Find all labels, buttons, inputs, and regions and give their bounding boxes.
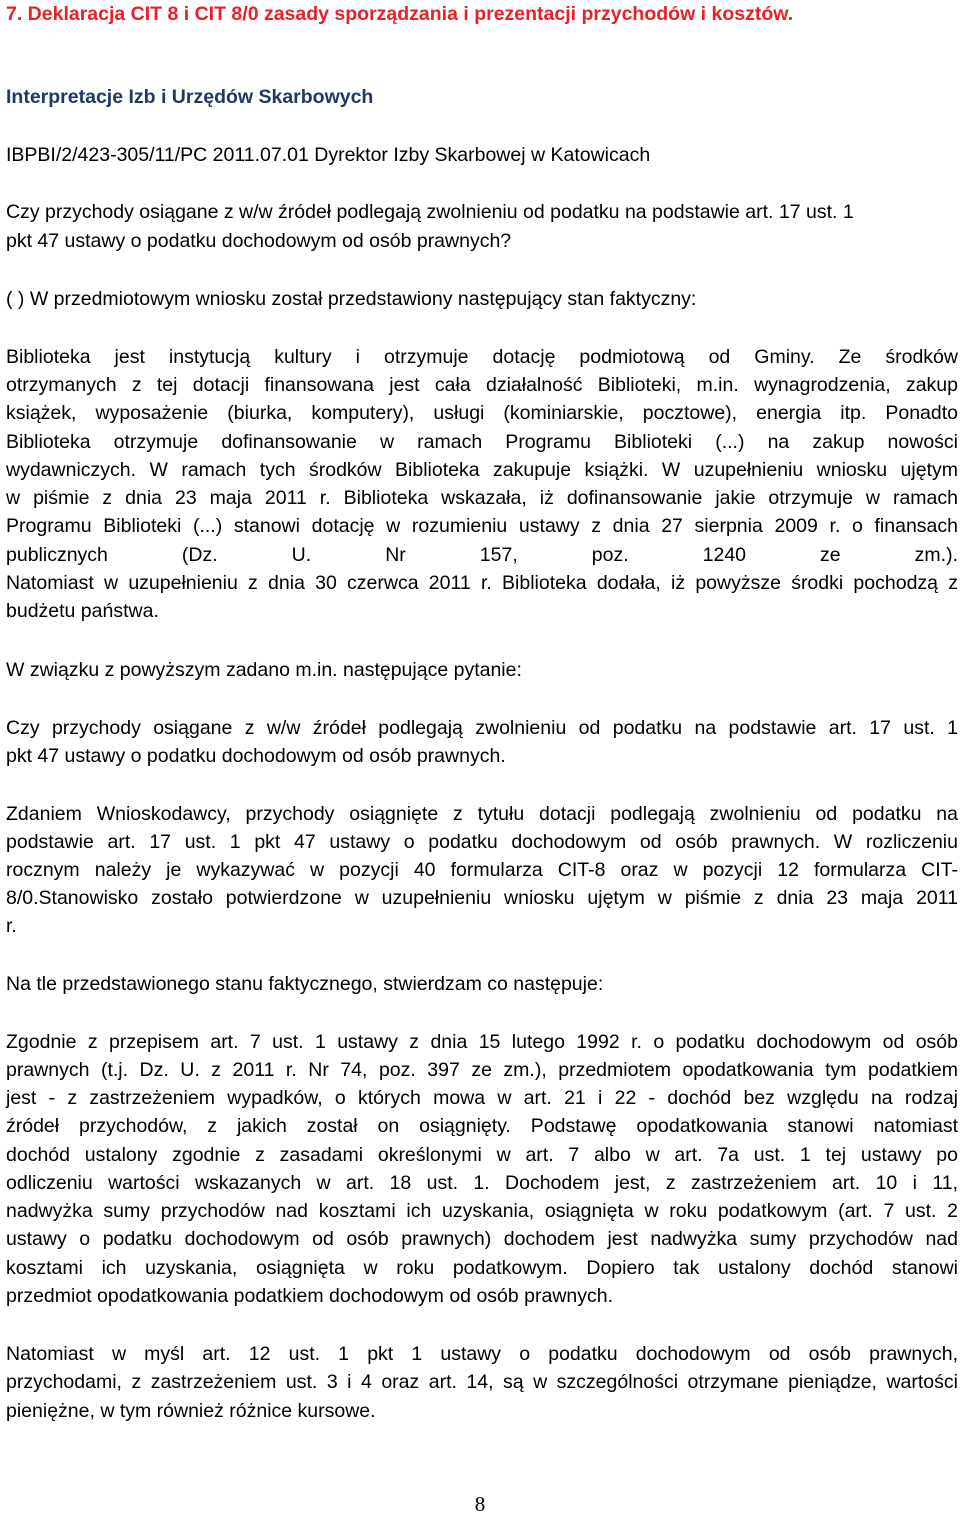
analysis-line: ustawy o podatku dochodowym od osób prawnych) dochodem jest nadwyżka sumy przychodów nad: [6, 1228, 958, 1250]
facts-line: w piśmie z dnia 23 maja 2011 r. Biblioteka wskazała, iż dofinansowanie jakie otrzymuje w ramach: [6, 487, 958, 509]
position-line: r.: [6, 915, 17, 937]
facts-line: Programu Biblioteki (...) stanowi dotację w rozumieniu ustawy z dnia 27 sierpnia 2009 r. o finansach: [6, 515, 958, 537]
position-line: podstawie art. 17 ust. 1 pkt 47 ustawy o podatku dochodowym od osób prawnych. W rozliczeniu: [6, 831, 958, 853]
reference-line: IBPBI/2/423-305/11/PC 2011.07.01 Dyrektor Izby Skarbowej w Katowicach: [6, 144, 651, 166]
facts-line: Natomiast w uzupełnieniu z dnia 30 czerwca 2011 r. Biblioteka dodała, iż powyższe środki pochodzą z: [6, 572, 958, 594]
final-line: Natomiast w myśl art. 12 ust. 1 pkt 1 ustawy o podatku dochodowym od osób prawnych,: [6, 1343, 958, 1365]
question2-line: pkt 47 ustawy o podatku dochodowym od osób prawnych.: [6, 745, 506, 767]
question2-line: Czy przychody osiągane z w/w źródeł podlegają zwolnieniu od podatku na podstawie art. 17 ust. 1: [6, 717, 958, 739]
facts-line: otrzymanych z tej dotacji finansowana jest cała działalność Biblioteki, m.in. wynagrodzenia, zakup: [6, 374, 958, 396]
facts-line: Biblioteka otrzymuje dofinansowanie w ramach Programu Biblioteki (...) na zakup nowości: [6, 431, 958, 453]
question-line: Czy przychody osiągane z w/w źródeł podlegają zwolnieniu od podatku na podstawie art. 17 ust. 1: [6, 201, 854, 223]
subsection-heading: Interpretacje Izb i Urzędów Skarbowych: [6, 86, 374, 108]
facts-line: budżetu państwa.: [6, 600, 159, 622]
analysis-line: odliczeniu wartości wskazanych w art. 18 ust. 1. Dochodem jest, z zastrzeżeniem art. 10 i 11,: [6, 1172, 958, 1194]
facts-line: publicznych (Dz. U. Nr 157, poz. 1240 ze zm.).: [6, 544, 958, 566]
analysis-line: dochód ustalony zgodnie z zasadami określonymi w art. 7 albo w art. 7a ust. 1 tej ustawy po: [6, 1144, 958, 1166]
facts-line: Biblioteka jest instytucją kultury i otrzymuje dotację podmiotową od Gminy. Ze środków: [6, 346, 958, 368]
question-line: pkt 47 ustawy o podatku dochodowym od osób prawnych?: [6, 230, 512, 252]
analysis-line: kosztami ich uzyskania, osiągnięta w roku podatkowym. Dopiero tak ustalony dochód stanowi: [6, 1257, 958, 1279]
analysis-line: jest - z zastrzeżeniem wypadków, o których mowa w art. 21 i 22 - dochód bez względu na rodzaj: [6, 1087, 958, 1109]
facts-line: wydawniczych. W ramach tych środków Biblioteka zakupuje książki. W uzupełnieniu wniosku ujętym: [6, 459, 958, 481]
analysis-line: Zgodnie z przepisem art. 7 ust. 1 ustawy z dnia 15 lutego 1992 r. o podatku dochodowym od osób: [6, 1031, 958, 1053]
analysis-line: przedmiot opodatkowania podatkiem dochodowym od osób prawnych.: [6, 1285, 614, 1307]
position-line: Zdaniem Wnioskodawcy, przychody osiągnięte z tytułu dotacji podlegają zwolnieniu od podatku na: [6, 803, 958, 825]
facts-intro: ( ) W przedmiotowym wniosku został przedstawiony następujący stan faktyczny:: [6, 288, 697, 310]
section-heading: 7. Deklaracja CIT 8 i CIT 8/0 zasady sporządzania i prezentacji przychodów i kosztów.: [6, 3, 794, 25]
analysis-line: źródeł przychodów, z jakich został on osiągnięty. Podstawę opodatkowania stanowi natomiast: [6, 1115, 958, 1137]
page-number: 8: [474, 1492, 486, 1516]
analysis-line: nadwyżka sumy przychodów nad kosztami ich uzyskania, osiągnięta w roku podatkowym (art. 7 ust. 2: [6, 1200, 958, 1222]
position-line: rocznym należy je wykazywać w pozycji 40 formularza CIT-8 oraz w pozycji 12 formularza CIT-: [6, 859, 958, 881]
analysis-line: prawnych (t.j. Dz. U. z 2011 r. Nr 74, poz. 397 ze zm.), przedmiotem opodatkowania tym podatkiem: [6, 1059, 958, 1081]
final-line: przychodami, z zastrzeżeniem ust. 3 i 4 oraz art. 14, są w szczególności otrzymane pieniądze, wartości: [6, 1371, 958, 1393]
statement-line: Na tle przedstawionego stanu faktycznego, stwierdzam co następuje:: [6, 973, 604, 995]
position-line: 8/0.Stanowisko zostało potwierdzone w uzupełnieniu wniosku ujętym w piśmie z dnia 23 maja 2011: [6, 887, 958, 909]
question-intro: W związku z powyższym zadano m.in. następujące pytanie:: [6, 659, 522, 681]
facts-line: książek, wyposażenie (biurka, komputery), usługi (kominiarskie, pocztowe), energia itp. Ponadto: [6, 402, 958, 424]
final-line: pieniężne, w tym również różnice kursowe.: [6, 1400, 376, 1422]
